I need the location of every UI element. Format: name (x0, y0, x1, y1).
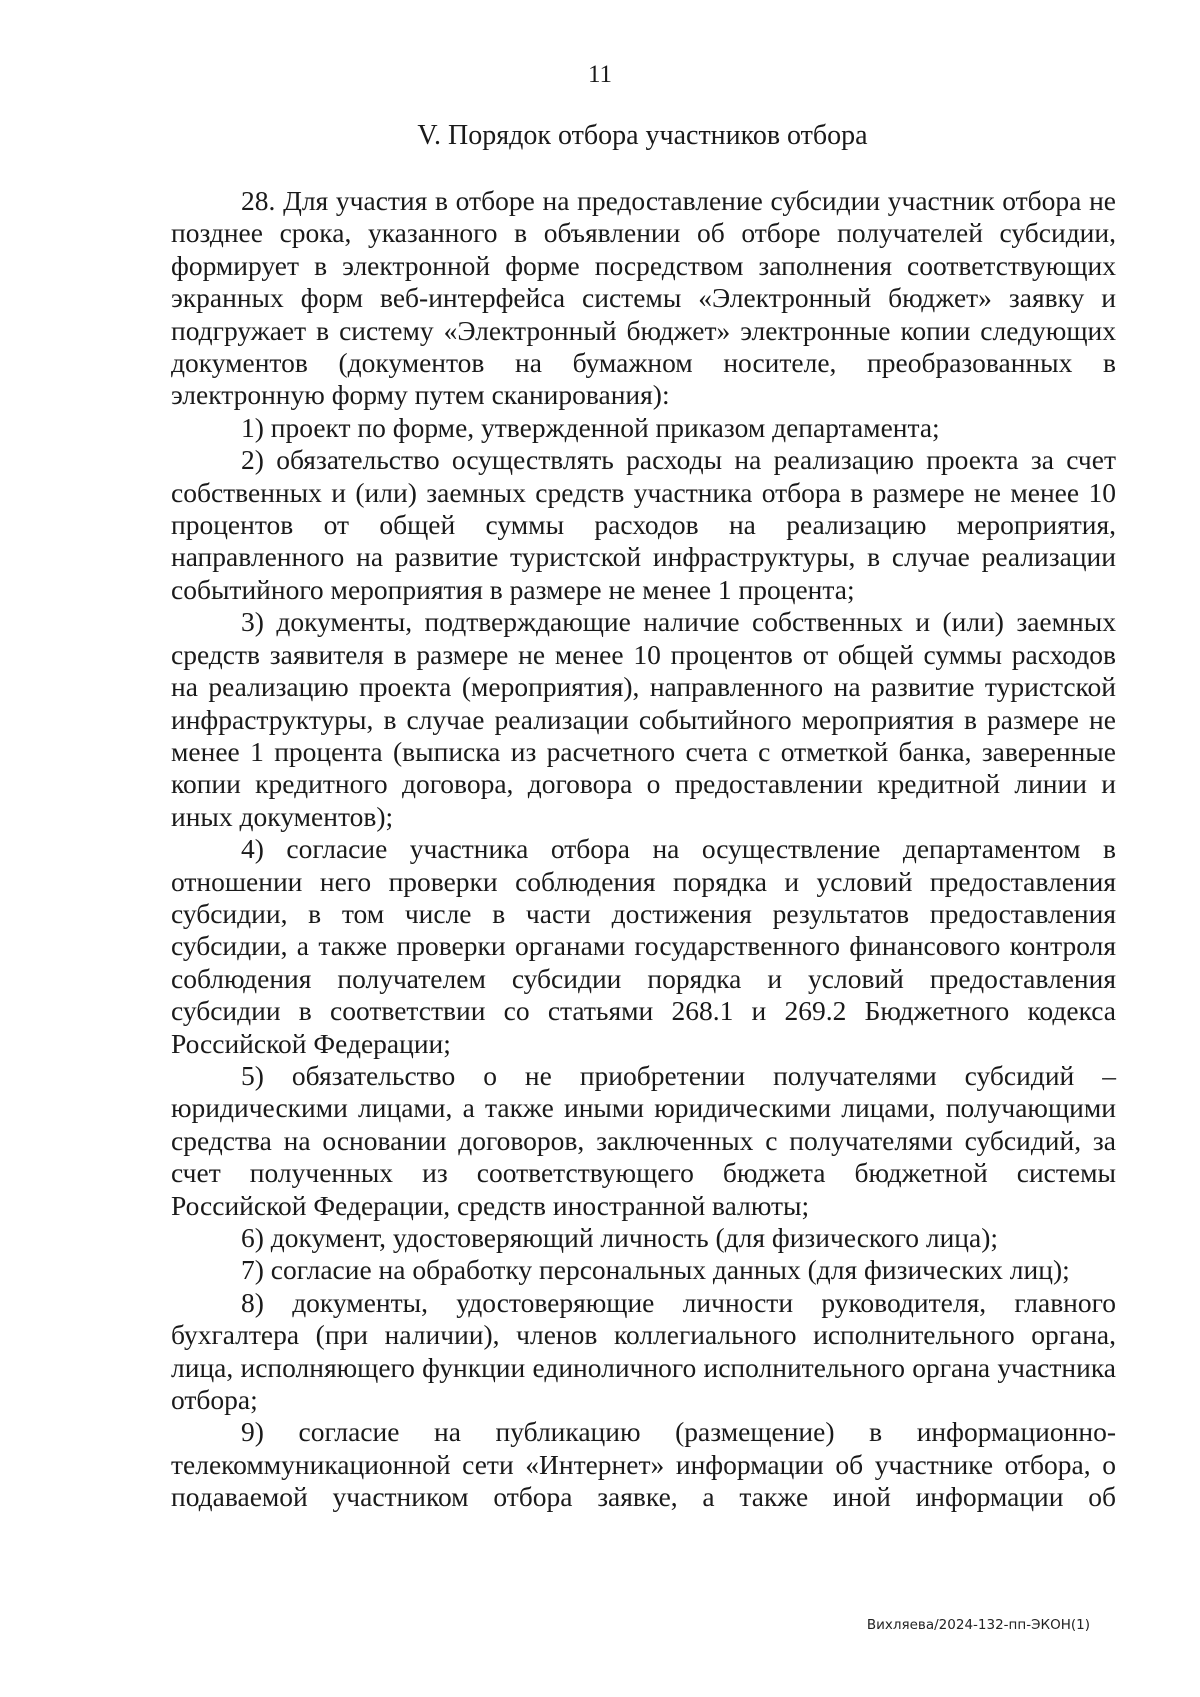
list-item-7: 7) согласие на обработку персональных данных (для физических лиц); (241, 1254, 1070, 1286)
list-item-8: 8) документы, удостоверяющие личности руководителя, главного бухгалтера (при наличии), членов коллегиального исполнительного органа, лица, исполняющего функции единоличного исполнительного органа участника отбора; (171, 1286, 1116, 1416)
list-item-5: 5) обязательство о не приобретении получателями субсидий – юридическими лицами, а также иными юридическими лицами, получающими средства на основании договоров, заключенных с получателями субсидий, за счет полученных из соответствующего бюджета бюджетной системы Российской Федерации, средств иностранной валюты; (171, 1059, 1116, 1221)
page-number: 11 (587, 61, 613, 88)
list-item-6: 6) документ, удостоверяющий личность (для физического лица); (241, 1222, 999, 1253)
list-item-1: 1) проект по форме, утвержденной приказом департамента; (241, 411, 940, 443)
list-item-3: 3) документы, подтверждающие наличие собственных и (или) заемных средств заявителя в размере не менее 10 процентов от общей суммы расходов на реализацию проекта (мероприятия), направленного на развитие туристской инфраструктуры, в случае реализации событийного мероприятия в размере не менее 1 процента (выписка из расчетного счета с отметкой банка, заверенные копии кредитного договора, договора о предоставлении кредитной линии и иных документов); (171, 606, 1116, 832)
paragraph-28: 28. Для участия в отборе на предоставление субсидии участник отбора не позднее срока, указанного в объявлении об отборе получателей субсидии, формирует в электронной форме посредством заполнения соответствующих экранных форм веб-интерфейса системы «Электронный бюджет» заявку и подгружает в систему «Электронный бюджет» электронные копии следующих документов (документов на бумажном носителе, преобразованных в электронную форму путем сканирования): (171, 185, 1116, 411)
list-item-2: 2) обязательство осуществлять расходы на реализацию проекта за счет собственных и (или) заемных средств участника отбора в размере не менее 10 процентов от общей суммы расходов на реализацию мероприятия, направленного на развитие туристской инфраструктуры, в случае реализации событийного мероприятия в размере не менее 1 процента; (171, 444, 1116, 605)
list-item-4: 4) согласие участника отбора на осуществление департаментом в отношении него проверки соблюдения порядка и условий предоставления субсидии, в том числе в части достижения результатов предоставления субсидии, а также проверки органами государственного финансового контроля соблюдения получателем субсидии порядка и условий предоставления субсидии в соответствии со статьями 268.1 и 269.2 Бюджетного кодекса Российской Федерации; (171, 833, 1116, 1059)
section-title: V. Порядок отбора участников отбора (417, 120, 868, 151)
document-code-footer: Вихляева/2024-132-пп-ЭКОН(1) (866, 1617, 1090, 1633)
document-body (171, 185, 1116, 1514)
list-item-9: 9) согласие на публикацию (размещение) в информационно-телекоммуникационной сети «Интернет» информации об участнике отбора, о подаваемой участником отбора заявке, а также иной информации об (171, 1416, 1116, 1513)
